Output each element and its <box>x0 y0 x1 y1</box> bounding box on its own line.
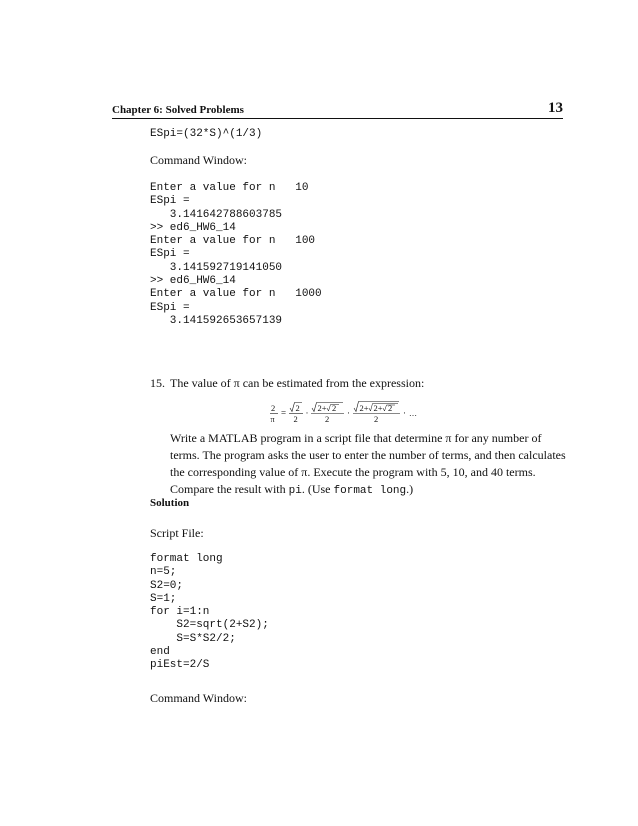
svg-text:2: 2 <box>332 403 337 413</box>
formula-lhs-num: 2 <box>271 403 276 413</box>
problem-lead-text: The value of π can be estimated from the expression: <box>170 376 425 390</box>
problem-body: Write a MATLAB program in a script file that determine π for any number of terms. The program asks the user to enter the number of terms, and then calculates the corresponding value of π. Execute the program with 5, 10, and 40 terms. Compare the result with pi. (Use format long.) <box>170 431 566 497</box>
formula-term1-num: 2 <box>295 403 300 413</box>
page-header <box>112 98 563 119</box>
command-window-label: Command Window: <box>150 153 247 167</box>
problem-15-body <box>150 430 570 500</box>
formula-term1-den: 2 <box>293 414 298 424</box>
solution-heading: Solution <box>150 497 190 509</box>
code-line-espi: ESpi=(32*S)^(1/3) <box>150 128 263 140</box>
command-window-label-2: Command Window: <box>150 691 247 705</box>
formula-term2-den: 2 <box>325 414 330 424</box>
formula-equals: = <box>281 408 287 418</box>
svg-text:·: · <box>403 408 406 418</box>
formula-term2-num: 2+ <box>317 403 327 413</box>
problem-lead <box>150 375 570 392</box>
inline-code-pi: pi <box>288 485 302 497</box>
formula-term3-num: 2+ <box>359 403 369 413</box>
chapter-title: Chapter 6: Solved Problems <box>112 104 244 116</box>
page-number: 13 <box>548 100 563 116</box>
svg-text:·: · <box>347 408 350 418</box>
formula-lhs-den: π <box>270 415 275 424</box>
pi-formula <box>268 400 428 426</box>
svg-text:2: 2 <box>388 403 393 413</box>
formula-term3-den: 2 <box>374 414 379 424</box>
problem-15 <box>150 375 570 392</box>
command-window-output: Enter a value for n 10 ESpi = 3.141642788603785 >> ed6_HW6_14 Enter a value for n 100 ESpi = 3.141592719141050 >> ed6_HW6_14 Enter a value for n 1000 ESpi = 3.141592653657139 <box>150 182 322 327</box>
inline-code-format-long: format long <box>333 485 407 497</box>
svg-text:2+: 2+ <box>373 403 383 413</box>
script-code: format long n=5; S2=0; S=1; for i=1:n S2=sqrt(2+S2); S=S*S2/2; end piEst=2/S <box>150 553 269 672</box>
formula-ellipsis: … <box>409 409 417 418</box>
svg-text:·: · <box>305 408 309 418</box>
problem-number: 15. <box>150 376 165 390</box>
script-file-label: Script File: <box>150 526 204 540</box>
